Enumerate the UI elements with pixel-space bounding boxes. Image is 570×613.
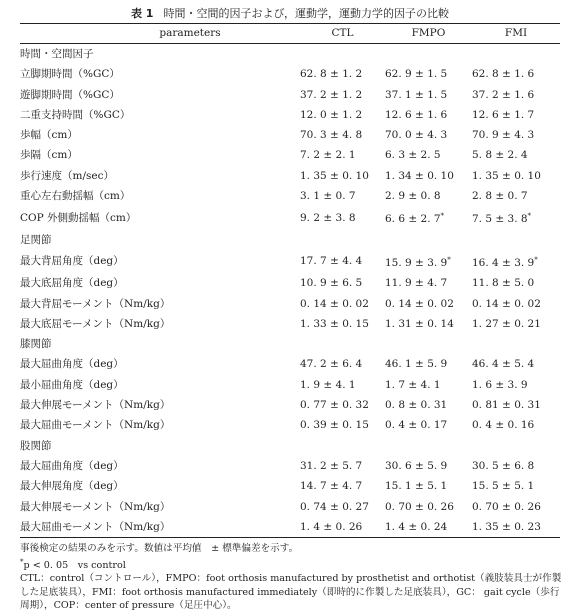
value-fmi [472,125,560,145]
value-fmi [472,166,560,186]
section-row [20,436,560,456]
table-row [20,125,560,145]
note-significance-text: p < 0. 05 vs control [23,559,126,571]
table-row [20,354,560,374]
parameter-label: 最大屈曲モーメント（Nm/kg） [20,419,171,432]
parameter-label: COP 外側動揺幅（cm） [20,211,137,224]
value-text: 70. 9 ± 4. 3 [472,129,535,142]
value-text: 0. 81 ± 0. 31 [472,399,541,412]
parameter-label: 歩行速度（m/sec） [20,169,114,182]
section-row [20,230,560,250]
parameter-label: 遊脚期時間（%GC） [20,88,120,101]
value-text: 6. 3 ± 2. 5 [385,149,441,162]
value-text: 3. 1 ± 0. 7 [300,190,356,203]
value-ctl [300,354,385,374]
significance-star: * [534,255,538,264]
value-text: 1. 9 ± 4. 1 [300,378,356,391]
value-ctl [300,125,385,145]
section-title: 時間・空間因子 [20,48,94,60]
header-ctl: CTL [300,24,385,44]
note-posthoc: 事後検定の結果のみを示す。数値は平均値 ± 標準偏差を示す。 [20,543,299,555]
value-fmi [472,314,560,334]
value-fmpo [385,517,472,538]
value-fmpo [385,476,472,496]
value-text: 0. 70 ± 0. 26 [472,500,541,513]
section-row [20,44,560,65]
value-ctl [300,497,385,517]
value-text: 14. 7 ± 4. 7 [300,480,363,493]
value-ctl [300,314,385,334]
value-fmpo [385,105,472,125]
header-fmi: FMI [472,24,560,44]
value-text: 0. 14 ± 0. 02 [300,297,369,310]
value-fmpo [385,456,472,476]
parameter-label: 最大背屈モーメント（Nm/kg） [20,297,171,310]
value-fmpo [385,250,472,273]
value-fmi [472,64,560,84]
value-text: 12. 6 ± 1. 7 [472,108,535,121]
value-text: 0. 4 ± 0. 17 [385,419,448,432]
parameter-label: 最大背屈角度（deg） [20,255,124,268]
value-fmi [472,206,560,229]
header-row [20,24,560,44]
value-text: 7. 5 ± 3. 8 [472,213,528,226]
parameter-label: 歩幅（cm） [20,129,78,142]
value-fmpo [385,354,472,374]
value-text: 16. 4 ± 3. 9 [472,256,535,269]
value-text: 1. 4 ± 0. 24 [385,520,448,533]
value-text: 0. 14 ± 0. 02 [472,297,541,310]
parameter-label: 最大底屈モーメント（Nm/kg） [20,317,171,330]
value-text: 46. 4 ± 5. 4 [472,358,535,371]
value-fmpo [385,497,472,517]
value-fmpo [385,206,472,229]
table-row [20,85,560,105]
value-ctl [300,456,385,476]
value-text: 46. 1 ± 5. 9 [385,358,448,371]
value-fmi [472,476,560,496]
parameter-label: 最大伸展モーメント（Nm/kg） [20,399,171,412]
value-text: 0. 4 ± 0. 16 [472,419,535,432]
value-text: 30. 5 ± 6. 8 [472,459,535,472]
significance-star: * [447,255,451,264]
value-text: 5. 8 ± 2. 4 [472,149,528,162]
value-text: 37. 2 ± 1. 6 [472,88,535,101]
parameter-label: 最大底屈角度（deg） [20,277,124,290]
parameter-label: 二重支持時間（%GC） [20,108,131,121]
value-text: 10. 9 ± 6. 5 [300,277,363,290]
value-fmi [472,395,560,415]
value-text: 1. 7 ± 4. 1 [385,378,441,391]
value-text: 62. 9 ± 1. 5 [385,68,448,81]
table-row [20,186,560,206]
value-text: 15. 5 ± 5. 1 [472,480,535,493]
value-fmpo [385,145,472,165]
value-text: 62. 8 ± 1. 6 [472,68,535,81]
value-text: 1. 34 ± 0. 10 [385,169,454,182]
parameter-label: 最大屈曲角度（deg） [20,459,124,472]
parameter-label: 最大屈曲モーメント（Nm/kg） [20,517,300,538]
value-text: 2. 8 ± 0. 7 [472,190,528,203]
table-title: 時間・空間的因子および，運動学，運動力学的因子の比較 [163,7,450,20]
value-ctl [300,375,385,395]
value-fmi [472,273,560,293]
table-notes [20,542,562,613]
value-fmpo [385,64,472,84]
value-text: 1. 31 ± 0. 14 [385,317,454,330]
value-fmi [472,375,560,395]
results-table [20,23,560,538]
table-row [20,415,560,435]
value-text: 0. 74 ± 0. 27 [300,500,369,513]
value-ctl [300,517,385,538]
value-text: 17. 7 ± 4. 4 [300,255,363,268]
table-row [20,166,560,186]
parameter-label: 最小屈曲角度（deg） [20,378,124,391]
table-row [20,517,560,538]
value-fmi [472,105,560,125]
value-text: 15. 1 ± 5. 1 [385,480,448,493]
note-abbreviations: CTL：control（コントロール），FMPO：foot orthosis manufactured by prosthetist and orthotist（義肢装具士が作製した足底装具），FMI：foot orthosis manufactured immediately（即時的に作製した足底装具），GC： gait cycle（歩行周期），COP：center of pressure（足圧中心）。 [20,573,562,612]
parameter-label: 最大伸展モーメント（Nm/kg） [20,500,171,513]
value-fmi [472,250,560,273]
value-text: 0. 14 ± 0. 02 [385,297,454,310]
value-text: 1. 35 ± 0. 10 [472,169,541,182]
value-ctl [300,273,385,293]
table-caption [20,6,560,23]
table-row [20,273,560,293]
value-ctl [300,166,385,186]
value-ctl [300,64,385,84]
parameter-label: 歩隔（cm） [20,149,78,162]
parameter-label: 立脚期時間（%GC） [20,68,120,81]
table-row [20,64,560,84]
header-parameters: parameters [20,24,300,44]
value-fmpo [385,125,472,145]
table-row [20,375,560,395]
significance-star: * [440,212,445,221]
value-text: 12. 6 ± 1. 6 [385,108,448,121]
table-row [20,145,560,165]
value-fmpo [385,375,472,395]
value-text: 12. 0 ± 1. 2 [300,108,363,121]
value-text: 15. 9 ± 3. 9 [385,256,448,269]
parameter-label: 最大伸展角度（deg） [20,480,124,493]
value-text: 11. 9 ± 4. 7 [385,277,448,290]
value-fmpo [385,273,472,293]
value-text: 2. 9 ± 0. 8 [385,190,441,203]
value-ctl [300,85,385,105]
value-fmi [472,456,560,476]
value-text: 1. 6 ± 3. 9 [472,378,528,391]
value-ctl [300,395,385,415]
table-row [20,294,560,314]
table-row [20,476,560,496]
value-fmpo [385,186,472,206]
value-fmpo [385,85,472,105]
table-row [20,456,560,476]
value-fmi [472,85,560,105]
value-text: 0. 8 ± 0. 31 [385,399,448,412]
value-text: 47. 2 ± 6. 4 [300,358,363,371]
table-row [20,206,560,229]
value-text: 6. 6 ± 2. 7 [385,213,441,226]
value-ctl [300,105,385,125]
value-text: 70. 0 ± 4. 3 [385,129,448,142]
value-text: 1. 27 ± 0. 21 [472,317,541,330]
table-row [20,250,560,273]
table-row [20,395,560,415]
value-text: 0. 77 ± 0. 32 [300,399,369,412]
value-fmpo [385,395,472,415]
value-text: 11. 8 ± 5. 0 [472,277,535,290]
value-text: 0. 39 ± 0. 15 [300,419,369,432]
value-fmpo [385,415,472,435]
value-fmi [472,145,560,165]
table-label: 表 1 [130,7,154,20]
value-fmi [472,186,560,206]
parameter-label: 最大屈曲角度（deg） [20,358,124,371]
value-fmpo [385,314,472,334]
value-text: 1. 35 ± 0. 23 [472,520,541,533]
value-text: 1. 33 ± 0. 15 [300,317,369,330]
significance-star: * [527,212,532,221]
value-text: 37. 1 ± 1. 5 [385,88,448,101]
value-ctl [300,294,385,314]
note-significance [20,556,562,573]
value-text: 7. 2 ± 2. 1 [300,149,356,162]
value-ctl [300,476,385,496]
table-row [20,105,560,125]
value-ctl [300,415,385,435]
value-fmpo [385,166,472,186]
value-ctl [300,206,385,229]
value-fmi [472,415,560,435]
value-text: 1. 4 ± 0. 26 [300,520,363,533]
parameter-label: 重心左右動揺幅（cm） [20,190,131,203]
section-title: 膝関節 [20,338,52,351]
value-fmi [472,294,560,314]
value-text: 62. 8 ± 1. 2 [300,68,363,81]
table-row [20,314,560,334]
value-text: 30. 6 ± 5. 9 [385,459,448,472]
table-row [20,497,560,517]
value-fmi [472,354,560,374]
value-ctl [300,186,385,206]
value-text: 9. 2 ± 3. 8 [300,211,356,224]
header-fmpo: FMPO [385,24,472,44]
value-text: 1. 35 ± 0. 10 [300,169,369,182]
section-row [20,334,560,354]
table-body [20,44,560,538]
value-fmi [472,517,560,538]
value-text: 0. 70 ± 0. 26 [385,500,454,513]
value-fmpo [385,294,472,314]
value-text: 70. 3 ± 4. 8 [300,129,363,142]
value-fmi [472,497,560,517]
section-title: 足関節 [20,233,52,246]
value-ctl [300,250,385,273]
note-star: * [20,557,24,566]
value-text: 37. 2 ± 1. 2 [300,88,363,101]
section-title: 股関節 [20,439,52,452]
value-ctl [300,145,385,165]
value-text: 31. 2 ± 5. 7 [300,459,363,472]
